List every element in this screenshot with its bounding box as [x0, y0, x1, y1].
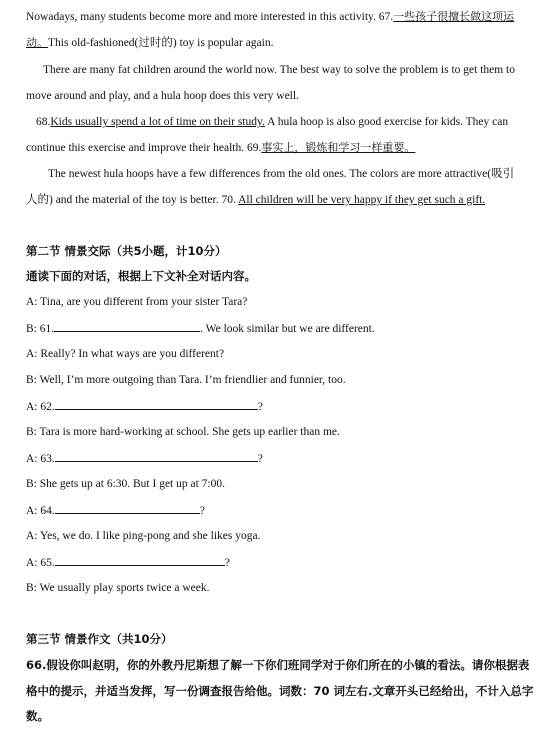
dialogue-text: . We look similar but we are different. — [200, 323, 375, 335]
passage-line-7 — [48, 166, 514, 182]
dialogue-line — [26, 450, 263, 467]
dialogue-line — [26, 372, 346, 388]
answer-blank[interactable] — [55, 450, 258, 462]
passage-text: Nowadays, many students become more and more interested in this activity. 67. — [26, 11, 394, 23]
section3-heading: 第三节 情景作文（共10分） — [26, 632, 173, 646]
passage-line-8 — [26, 192, 485, 208]
dialogue-line — [26, 294, 247, 310]
dialogue-line — [26, 424, 340, 440]
sentence-70: All children will be very happy if they get such a gift. — [238, 194, 486, 206]
dialogue-text: A: Really? In what ways are you different? — [26, 348, 225, 360]
answer-blank[interactable] — [54, 320, 200, 332]
passage-line-3 — [43, 62, 515, 78]
dialogue-text: A: 64. — [26, 505, 55, 517]
dialogue-text: B: Tara is more hard-working at school. She gets up earlier than me. — [26, 426, 340, 438]
dialogue-line — [26, 580, 209, 596]
answer-67-part1: 一些孩子很擅长做这项运 — [393, 10, 515, 23]
passage-text: There are many fat children around the world now. The best way to solve the problem is to get them to — [43, 64, 516, 76]
dialogue-line — [26, 346, 224, 362]
dialogue-line — [26, 320, 375, 337]
dialogue-text: B: Well, I’m more outgoing than Tara. I’m friendlier and funnier, too. — [26, 374, 346, 386]
dialogue-text: ? — [257, 453, 263, 465]
sentence-68: Kids usually spend a lot of time on their study. — [50, 116, 265, 128]
passage-text: continue this exercise and improve their health. 69. — [26, 142, 262, 154]
passage-line-5 — [36, 114, 508, 130]
dialogue-text: B: She gets up at 6:30. But I get up at 7:00. — [26, 478, 225, 490]
writing-prompt-line-3: 数。 — [26, 709, 49, 723]
section2-heading: 第二节 情景交际（共5小题，计10分） — [26, 244, 227, 258]
dialogue-line — [26, 554, 230, 571]
question-number-68: 68. — [36, 116, 51, 128]
dialogue-line — [26, 398, 263, 415]
passage-text: This old-fashioned(过时的) toy is popular again. — [48, 37, 274, 49]
answer-blank[interactable] — [55, 554, 225, 566]
dialogue-text: A: Tina, are you different from your sister Tara? — [26, 296, 248, 308]
passage-line-4 — [26, 88, 299, 104]
section2-instruction: 通读下面的对话，根据上下文补全对话内容。 — [26, 269, 256, 283]
dialogue-text: A: 65. — [26, 557, 55, 569]
dialogue-text: B: 61. — [26, 323, 55, 335]
passage-line-2 — [26, 35, 274, 51]
dialogue-line — [26, 502, 205, 519]
dialogue-line — [26, 528, 260, 544]
answer-blank[interactable] — [55, 502, 200, 514]
answer-69: 事实上，锻炼和学习一样重要。 — [261, 141, 416, 154]
passage-line-1 — [26, 9, 514, 25]
writing-prompt-line-1: 66.假设你叫赵明，你的外教丹尼斯想了解一下你们班同学对于你们所在的小镇的看法。请你根据表 — [26, 658, 530, 672]
answer-67-part2: 动。 — [26, 36, 48, 49]
dialogue-text: B: We usually play sports twice a week. — [26, 582, 210, 594]
answer-blank[interactable] — [55, 398, 258, 410]
dialogue-text: A: 62. — [26, 401, 55, 413]
dialogue-text: ? — [224, 557, 230, 569]
passage-text: The newest hula hoops have a few differences from the old ones. The colors are more attractive(吸引 — [48, 168, 515, 180]
passage-text: A hula hoop is also good exercise for kids. They can — [264, 116, 509, 128]
passage-text: 人的) and the material of the toy is better. 70. — [26, 194, 239, 206]
passage-line-6 — [26, 140, 415, 156]
writing-prompt-line-2: 格中的提示，并适当发挥，写一份调查报告给他。词数：70 词左右.文章开头已经给出，不计入总字 — [26, 684, 534, 698]
dialogue-line — [26, 476, 225, 492]
passage-text: move around and play, and a hula hoop does this very well. — [26, 90, 299, 102]
dialogue-text: ? — [199, 505, 205, 517]
dialogue-text: A: Yes, we do. I like ping-pong and she likes yoga. — [26, 530, 261, 542]
dialogue-text: ? — [257, 401, 263, 413]
dialogue-text: A: 63. — [26, 453, 55, 465]
